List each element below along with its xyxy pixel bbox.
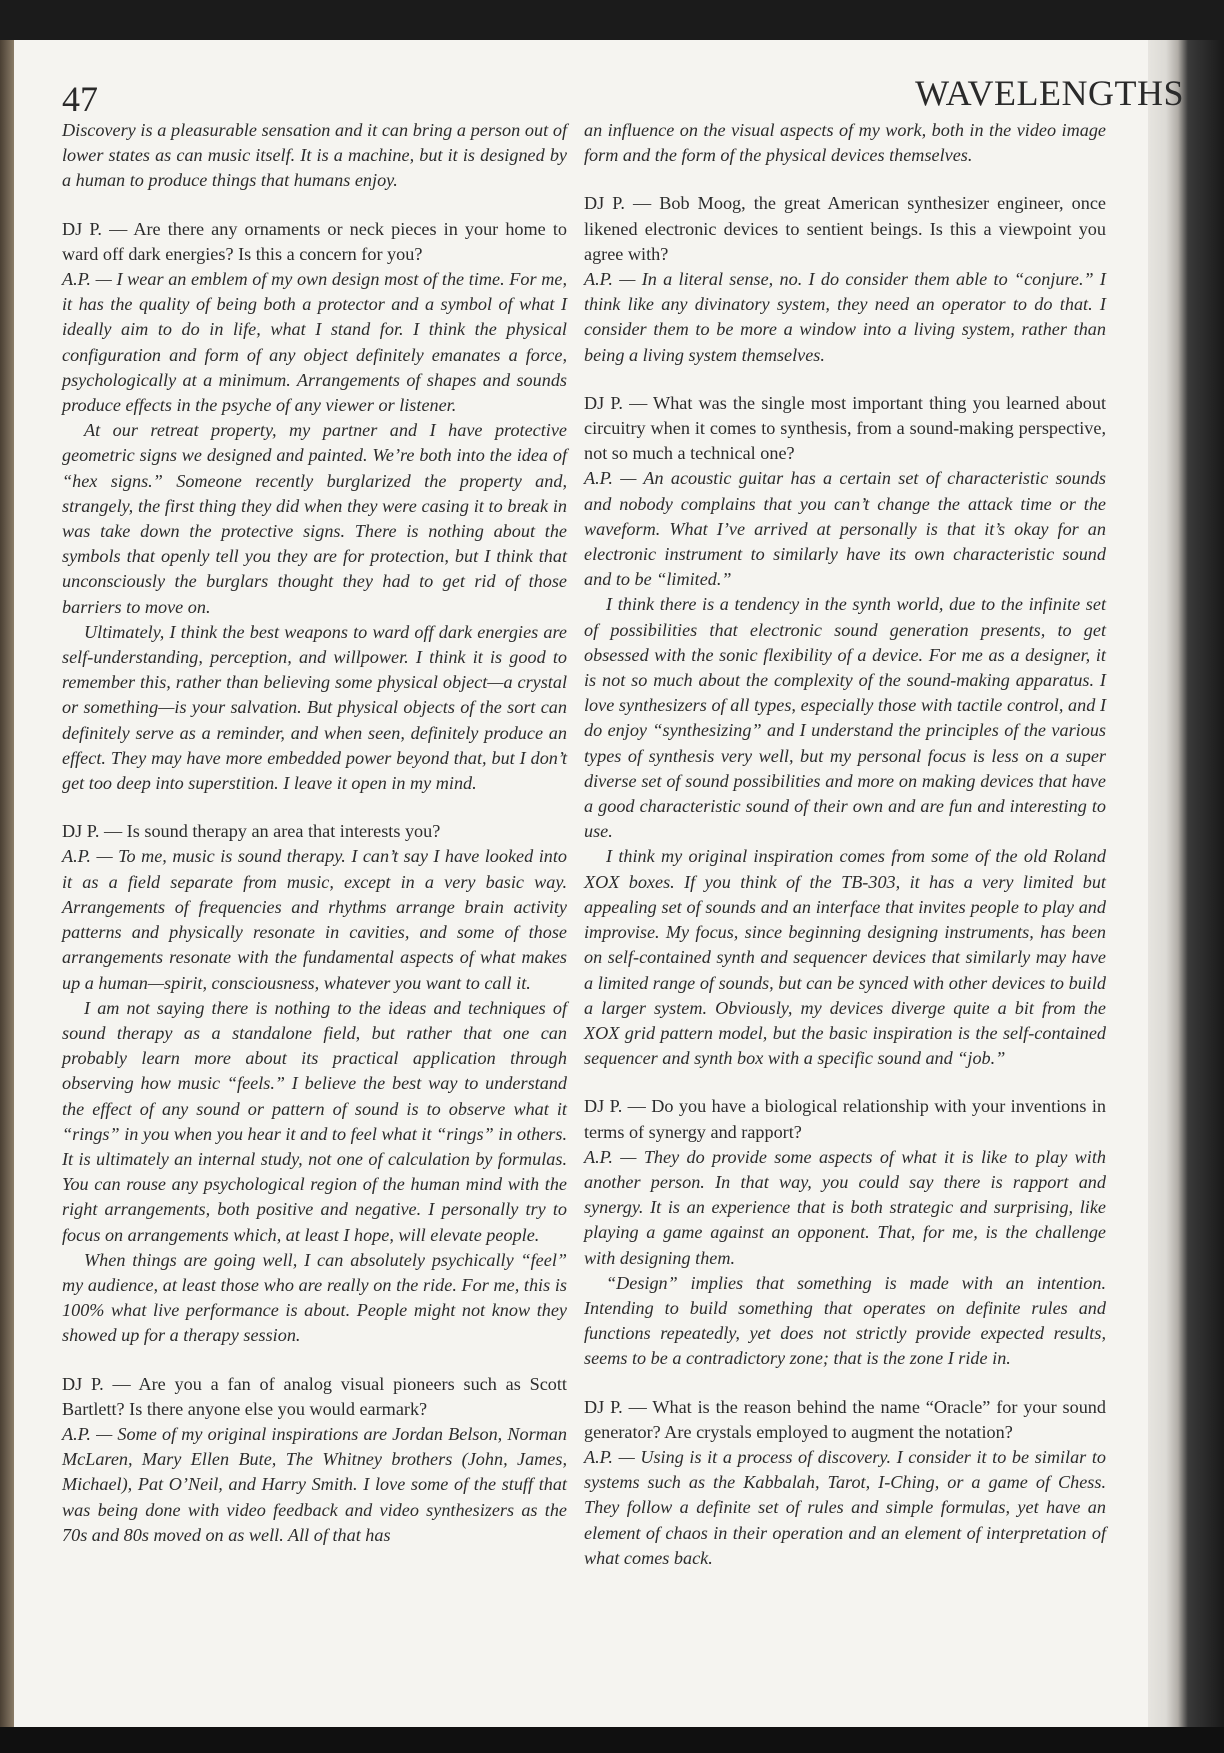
question-paragraph: DJ P. — What is the reason behind the name “Oracle” for your sound generator? Are crystals employed to augment the notation? [584,1396,1106,1442]
question-paragraph: DJ P. — Do you have a biological relationship with your inventions in terms of synergy and rapport? [584,1096,1106,1142]
answer-paragraph: an influence on the visual aspects of my work, both in the video image form and the form of the physical devices themselves. [584,120,1106,166]
question-paragraph: DJ P. — Are there any ornaments or neck pieces in your home to ward off dark energies? Is this a concern for you? [62,218,567,264]
interview-block-intro [62,118,567,194]
answer-paragraph: I think my original inspiration comes from some of the old Roland XOX boxes. If you think of the TB-303, it has a very limited but appealing set of sounds and an interface that invites people to play and improvise. My focus, since beginning designing instruments, has been on self-contained synth and sequencer devices that similarly may have a limited range of sounds, but can be synced with other devices to build a larger system. Obviously, my devices diverge quite a bit from the XOX grid pattern model, but the basic inspiration is the self-contained sequencer and synth box with a specific sound and “job.” [584,846,1106,1069]
answer-paragraph: A.P. — Using is it a process of discovery. I consider it to be similar to systems such as the Kabbalah, Tarot, I-Ching, or a game of Chess. They follow a definite set of rules and simple formulas, yet have an element of chaos in their operation and an element of interpretation of what comes back. [584,1446,1106,1568]
answer-paragraph: At our retreat property, my partner and I have protective geometric signs we designed and painted. We’re both into the idea of “hex signs.” Someone recently burglarized the property and, strangely, the first thing they did when they were casing it to break in was take down the protective signs. There is nothing about the symbols that openly tell you they are for protection, but I think that unconsciously the burglars thought they had to get rid of those barriers to move on. [62,420,567,617]
interview-block-circuitry [584,391,1106,1071]
page-number: 47 [62,79,98,119]
scan-left-edge [0,40,14,1730]
interview-block-ornaments [62,217,567,797]
answer-paragraph: A.P. — Some of my original inspirations are Jordan Belson, Norman McLaren, Mary Ellen Bute, The Whitney brothers (John, James, Michael), Pat O’Neil, and Harry Smith. I love some of the stuff that was being done with video feedback and video synthesizers as the 70s and 80s moved on as well. All of that has [62,1423,567,1545]
right-column [584,118,1106,1594]
question-paragraph: DJ P. — What was the single most important thing you learned about circuitry when it comes to synthesis, from a sound-making perspective, not so much a technical one? [584,392,1106,464]
left-column [62,118,567,1571]
question-paragraph: DJ P. — Is sound therapy an area that interests you? [62,821,441,842]
running-head: WAVELENGTHS [915,73,1184,113]
interview-block-continuation [584,118,1106,168]
scan-top-border [0,0,1224,40]
interview-block-moog [584,191,1106,367]
scan-bottom-border [0,1727,1224,1753]
interview-block-sound-therapy [62,819,567,1348]
interview-block-visual-pioneers [62,1372,567,1548]
answer-paragraph: A.P. — I wear an emblem of my own design most of the time. For me, it has the quality of being both a protector and a symbol of what I ideally aim to do in life, what I stand for. I think the physical configuration and form of any object definitely emanates a force, psychologically at a minimum. Arrangements of shapes and sounds produce effects in the psyche of any viewer or listener. [62,269,567,416]
question-paragraph: DJ P. — Bob Moog, the great American synthesizer engineer, once likened electronic devices to sentient beings. Is this a viewpoint you agree with? [584,193,1106,264]
answer-paragraph: “Design” implies that something is made with an intention. Intending to build something that operates on definite rules and functions repeatedly, yet does not strictly provide expected results, seems to be a contradictory zone; that is the zone I ride in. [584,1272,1106,1369]
answer-paragraph: I think there is a tendency in the synth world, due to the infinite set of possibilities that electronic sound generation presents, to get obsessed with the sonic flexibility of a device. For me as a designer, it is not so much about the complexity of the sound-making apparatus. I love synthesizers of all types, especially those with tactile control, and I do enjoy “synthesizing” and I understand the principles of the various types of synthesis very well, but my personal focus is less on a super diverse set of sound possibilities and more on making devices that have a good characteristic sound of their own and are fun and interesting to use. [584,594,1106,842]
answer-paragraph: A.P. — An acoustic guitar has a certain set of characteristic sounds and nobody complains that you can’t change the attack time or the waveform. What I’ve arrived at personally is that it’s okay for an electronic instrument to similarly have its own characteristic sound and to be “limited.” [584,468,1106,590]
answer-paragraph: Discovery is a pleasurable sensation and it can bring a person out of lower states as can music itself. It is a machine, but it is designed by a human to produce things that humans enjoy. [62,120,567,191]
answer-paragraph: A.P. — To me, music is sound therapy. I can’t say I have looked into it as a field separate from music, except in a very basic way. Arrangements of frequencies and rhythms arrange brain activity patterns and physically resonate in cavities, and some of those arrangements resonate with the fundamental aspects of what makes up a human—spirit, consciousness, whatever you want to call it. [62,846,567,993]
book-spine-shadow [1144,40,1224,1730]
interview-block-oracle [584,1395,1106,1571]
answer-paragraph: I am not saying there is nothing to the ideas and techniques of sound therapy as a standalone field, but rather that one can probably learn more about its practical application through observing how music “feels.” I believe the best way to understand the effect of any sound or pattern of sound is to observe what it “rings” in you when you hear it and to feel what it “rings” in others. It is ultimately an internal study, not one of calculation by formulas. You can rouse any psychological region of the human mind with the right arrangements, both positive and negative. I personally try to focus on arrangements which, at least I hope, will elevate people. [62,997,567,1245]
answer-paragraph: When things are going well, I can absolutely psychically “feel” my audience, at least those who are really on the ride. For me, this is 100% what live performance is about. People might not know they showed up for a therapy session. [62,1249,567,1346]
answer-paragraph: A.P. — They do provide some aspects of what it is like to play with another person. In that way, you could say there is rapport and synergy. It is an experience that is both strategic and surprising, like playing a game against an opponent. That, for me, is the challenge with designing them. [584,1146,1106,1268]
answer-paragraph: Ultimately, I think the best weapons to ward off dark energies are self-understanding, perception, and willpower. I think it is good to remember this, rather than believing some physical object—a crystal or something—is your salvation. But physical objects of the sort can definitely serve as a reminder, and when seen, definitely produce an effect. They may have more embedded power beyond that, but I don’t get too deep into superstition. I leave it open in my mind. [62,621,567,794]
interview-block-relationship [584,1094,1106,1371]
question-paragraph: DJ P. — Are you a fan of analog visual pioneers such as Scott Bartlett? Is there anyone else you would earmark? [62,1373,567,1419]
answer-paragraph: A.P. — In a literal sense, no. I do consider them able to “conjure.” I think like any divinatory system, they need an operator to do that. I consider them to be more a window into a living system, rather than being a living system themselves. [584,269,1106,365]
